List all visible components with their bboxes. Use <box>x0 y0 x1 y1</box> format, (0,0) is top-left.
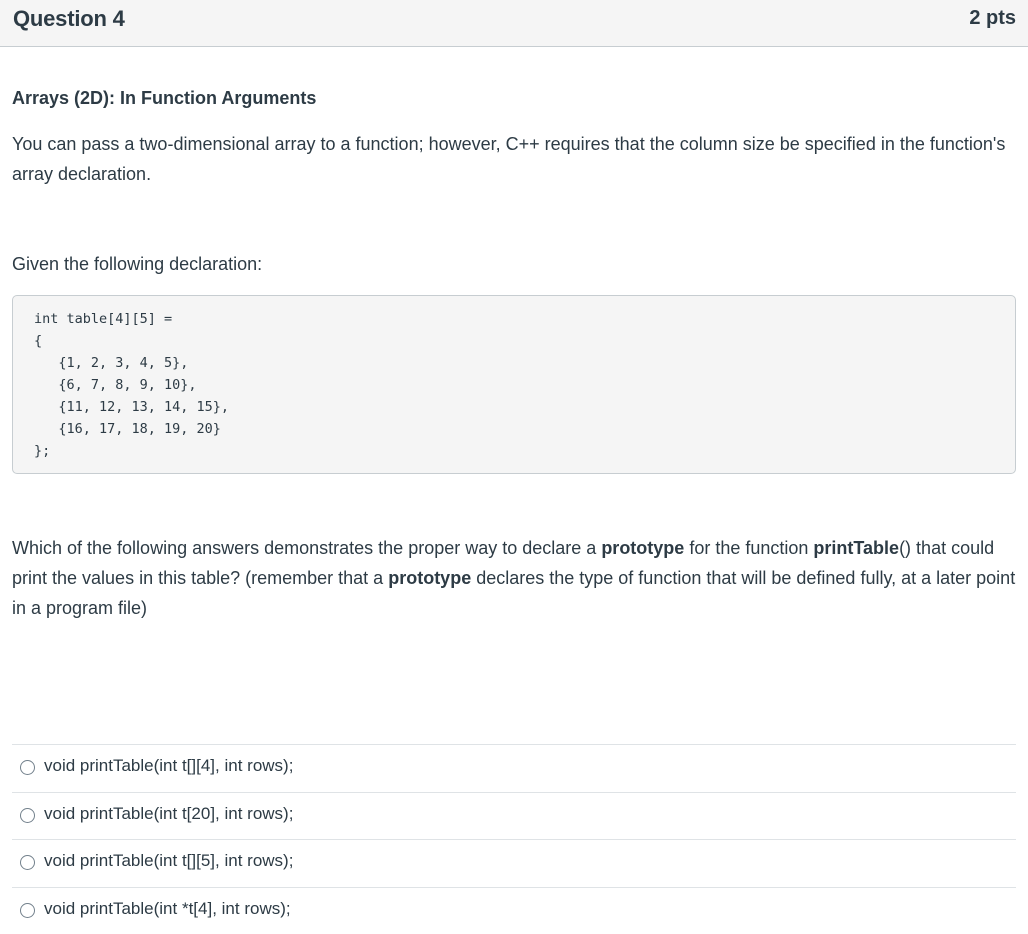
answer-option[interactable] <box>12 744 1016 792</box>
prompt-text: declares the type of function that will be defined fully, at a later point in a program file) <box>12 568 1015 618</box>
answer-radio[interactable] <box>20 760 35 775</box>
code-block <box>12 295 1016 474</box>
question-prompt <box>12 533 1016 623</box>
code-line: {1, 2, 3, 4, 5}, <box>34 352 188 374</box>
code-line: int table[4][5] = <box>34 308 172 330</box>
answer-radio[interactable] <box>20 855 35 870</box>
prompt-bold-function-name: printTable <box>813 538 899 558</box>
prompt-bold-prototype: prototype <box>388 568 471 588</box>
answer-option[interactable] <box>12 792 1016 840</box>
answer-list <box>12 744 1016 934</box>
answer-radio[interactable] <box>20 808 35 823</box>
answer-radio[interactable] <box>20 903 35 918</box>
prompt-text: () that could print the values in this table? (remember that a <box>12 538 994 588</box>
answer-label[interactable]: void printTable(int *t[4], int rows); <box>44 899 291 919</box>
code-line: {16, 17, 18, 19, 20} <box>34 418 221 440</box>
question-points: 2 pts <box>969 7 1016 30</box>
answer-option[interactable] <box>12 839 1016 887</box>
answer-label[interactable]: void printTable(int t[][4], int rows); <box>44 756 293 776</box>
code-line: }; <box>34 440 50 462</box>
code-line: { <box>34 330 42 352</box>
prompt-bold-prototype: prototype <box>601 538 684 558</box>
answer-option[interactable] <box>12 887 1016 934</box>
prompt-text: Which of the following answers demonstrates the proper way to declare a <box>12 538 601 558</box>
question-header <box>0 0 1028 47</box>
answer-label[interactable]: void printTable(int t[][5], int rows); <box>44 851 293 871</box>
prompt-text: for the function <box>684 538 813 558</box>
question-title: Question 4 <box>13 6 125 32</box>
code-line: {6, 7, 8, 9, 10}, <box>34 374 197 396</box>
answer-label[interactable]: void printTable(int t[20], int rows); <box>44 804 293 824</box>
intro-paragraph: You can pass a two-dimensional array to a function; however, C++ requires that the column size be specified in the function's array declaration. <box>12 129 1016 189</box>
given-label: Given the following declaration: <box>12 249 1016 279</box>
code-line: {11, 12, 13, 14, 15}, <box>34 396 229 418</box>
section-title: Arrays (2D): In Function Arguments <box>12 88 316 109</box>
